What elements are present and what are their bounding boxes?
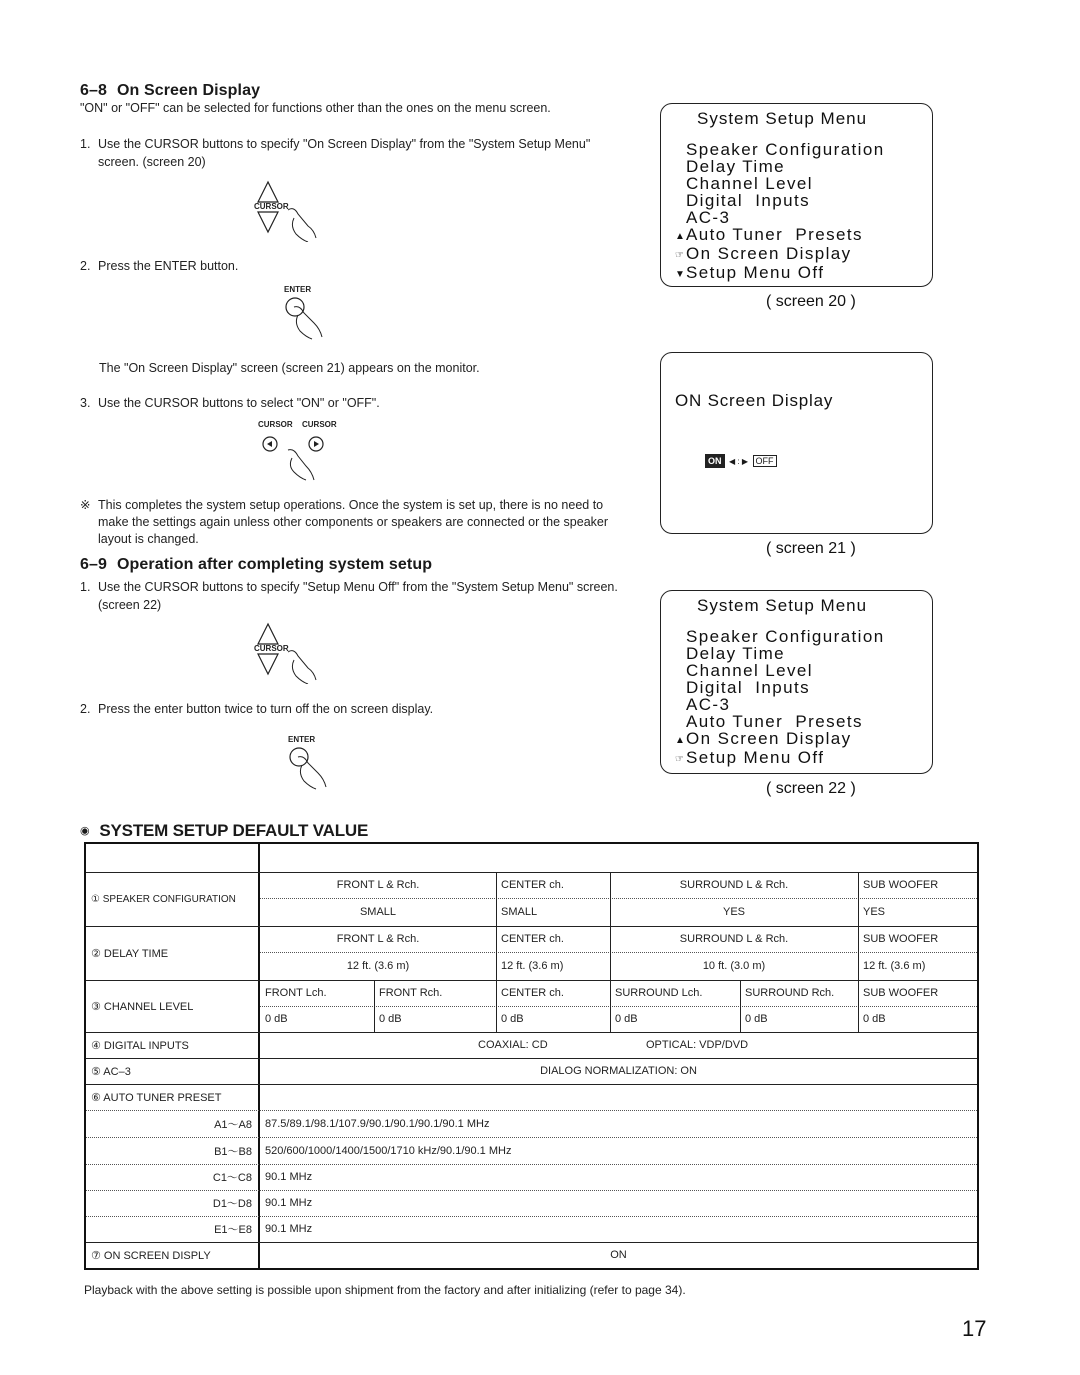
menu-item-label: Speaker Configuration (686, 627, 885, 646)
section-title: On Screen Display (117, 82, 261, 99)
header-front-l: FRONT Lch. (265, 987, 327, 999)
up-arrow-icon: ▲ (675, 735, 687, 746)
menu-item-label: Setup Menu Off (686, 748, 825, 767)
step-number: 2. (80, 259, 91, 273)
section-6-9-heading (80, 556, 432, 574)
menu-item (675, 175, 885, 192)
note-mark-icon: ※ (80, 498, 91, 512)
value-subwoofer: YES (863, 906, 886, 918)
note-text: This completes the system setup operations. Once the system is set up, there is no need to make the settings again unless other components or speakers are connected or the speaker layout is changed. (98, 498, 609, 546)
menu-item-label: Setup Menu Off (686, 263, 825, 282)
value-on-screen-display: ON (610, 1249, 627, 1261)
row-label-ac3: ⑤ AC–3 (91, 1065, 131, 1078)
menu-item-label: Auto Tuner Presets (686, 712, 863, 731)
value-center: 12 ft. (3.6 m) (501, 960, 564, 972)
menu-item (675, 679, 885, 696)
section-number: 6–8 (80, 82, 107, 99)
row-label-digital-inputs: ④ DIGITAL INPUTS (91, 1039, 189, 1052)
header-surround: SURROUND L & Rch. (679, 879, 789, 891)
menu-item-label: Digital Inputs (686, 678, 810, 697)
preset-bank-e: E1～E8 (214, 1224, 252, 1236)
step-1 (80, 135, 628, 171)
value-center: 0 dB (501, 1013, 524, 1025)
menu-item (675, 628, 885, 645)
off-option: OFF (753, 455, 777, 467)
row-label-delay-time: ② DELAY TIME (91, 947, 169, 960)
menu-list (675, 141, 885, 283)
enter-label: ENTER (288, 735, 316, 744)
left-right-arrow-icon: ◀ : ▶ (729, 457, 748, 466)
step-text: Use the CURSOR buttons to specify "Setup Menu Off" from the "System Setup Menu" screen. (screen 22) (98, 580, 618, 612)
header-center: CENTER ch. (501, 933, 564, 945)
menu-item (675, 226, 885, 245)
menu-item (675, 696, 885, 713)
screen-title: ON Screen Display (675, 391, 834, 410)
menu-item (675, 209, 885, 226)
on-off-selector (705, 454, 777, 468)
cursor-left-right-icon (258, 430, 358, 485)
defaults-title: SYSTEM SETUP DEFAULT VALUE (99, 821, 369, 840)
menu-item-label: Delay Time (686, 157, 786, 176)
cursor-label: CURSOR (254, 202, 289, 211)
value-center: SMALL (501, 906, 538, 918)
value-subwoofer: 0 dB (863, 1013, 886, 1025)
preset-bank-a: A1～A8 (214, 1118, 252, 1131)
header-front-r: FRONT Rch. (379, 987, 443, 999)
menu-item (675, 730, 885, 749)
up-arrow-icon: ▲ (675, 231, 687, 242)
menu-item-label: Channel Level (686, 661, 813, 680)
header-surround-l: SURROUND Lch. (615, 987, 703, 999)
value-subwoofer: 12 ft. (3.6 m) (863, 960, 926, 972)
section-6-8-heading (80, 82, 260, 100)
bullet-icon: ◉ (80, 825, 90, 837)
header-surround: SURROUND L & Rch. (679, 933, 789, 945)
step-number: 1. (80, 580, 91, 594)
screen-21-note: The "On Screen Display" screen (screen 21) appears on the monitor. (99, 361, 480, 375)
section-intro: "ON" or "OFF" can be selected for functions other than the ones on the menu screen. (80, 101, 551, 115)
value-surround-l: 0 dB (615, 1013, 638, 1025)
defaults-heading (80, 821, 368, 841)
step-text: Press the enter button twice to turn off the on screen display. (98, 702, 434, 716)
menu-item-label: Auto Tuner Presets (686, 225, 863, 244)
menu-item-label: Digital Inputs (686, 191, 810, 210)
step-number: 1. (80, 137, 91, 151)
value-front: 12 ft. (3.6 m) (346, 960, 410, 972)
screen-title: System Setup Menu (697, 109, 868, 128)
preset-value-b: 520/600/1000/1400/1500/1710 kHz/90.1/90.1 MHz (265, 1144, 512, 1157)
menu-item (675, 662, 885, 679)
header-surround-r: SURROUND Rch. (745, 987, 835, 999)
screen-21-caption: ( screen 21 ) (766, 540, 856, 557)
screen-title: System Setup Menu (697, 596, 868, 615)
on-option-selected: ON (705, 454, 725, 468)
header-subwoofer: SUB WOOFER (863, 933, 939, 945)
defaults-table (84, 842, 979, 1270)
menu-item (675, 141, 885, 158)
enter-press-icon (284, 295, 354, 345)
enter-button-figure (284, 285, 354, 345)
section-title: Operation after completing system setup (117, 556, 433, 573)
value-surround: YES (722, 906, 745, 918)
value-front: SMALL (359, 906, 397, 918)
value-front-r: 0 dB (379, 1013, 402, 1025)
value-dialog-normalization: DIALOG NORMALIZATION: ON (540, 1065, 697, 1077)
preset-bank-b: B1～B8 (214, 1145, 252, 1158)
value-surround-r: 0 dB (745, 1013, 768, 1025)
completion-note (80, 497, 640, 548)
step-1-setup-off (80, 578, 628, 614)
screen-20-caption: ( screen 20 ) (766, 293, 856, 310)
menu-list (675, 628, 885, 768)
preset-value-a: 87.5/89.1/98.1/107.9/90.1/90.1/90.1/90.1 MHz (265, 1117, 490, 1130)
preset-value-e: 90.1 MHz (265, 1223, 313, 1235)
header-center: CENTER ch. (501, 987, 564, 999)
row-label-auto-tuner-preset: ⑥ AUTO TUNER PRESET (91, 1091, 222, 1104)
menu-item (675, 713, 885, 730)
menu-item (675, 264, 885, 283)
step-text: Use the CURSOR buttons to select "ON" or "OFF". (98, 396, 380, 410)
value-surround: 10 ft. (3.0 m) (702, 960, 766, 972)
cursor-up-down-figure-2 (254, 622, 344, 684)
cursor-left-label: CURSOR (258, 420, 293, 429)
header-center: CENTER ch. (501, 879, 564, 891)
step-number: 3. (80, 396, 91, 410)
enter-label: ENTER (284, 285, 312, 294)
step-text: Use the CURSOR buttons to specify "On Screen Display" from the "System Setup Menu" screen. (screen 20) (98, 137, 591, 169)
row-label-on-screen-display: ⑦ ON SCREEN DISPLY (91, 1249, 211, 1262)
preset-value-c: 90.1 MHz (265, 1171, 313, 1183)
page-number: 17 (962, 1316, 987, 1341)
step-number: 2. (80, 702, 91, 716)
enter-press-icon (288, 745, 358, 795)
step-2 (80, 257, 628, 275)
menu-item (675, 158, 885, 175)
screen-20-osd (660, 103, 933, 287)
menu-item-label: Speaker Configuration (686, 140, 885, 159)
menu-item-label: AC-3 (686, 208, 731, 227)
cursor-up-down-figure (254, 180, 344, 242)
screen-22-osd (660, 590, 933, 774)
menu-item-label: On Screen Display (686, 729, 852, 748)
value-front-l: 0 dB (265, 1013, 288, 1025)
value-optical: OPTICAL: VDP/DVD (646, 1039, 749, 1051)
pointing-hand-icon: ☞ (675, 754, 686, 765)
menu-item-label: AC-3 (686, 695, 731, 714)
defaults-footnote: Playback with the above setting is possible upon shipment from the factory and after initializing (refer to page 34). (84, 1283, 686, 1297)
value-coaxial: COAXIAL: CD (478, 1039, 548, 1051)
preset-bank-d: D1～D8 (212, 1198, 252, 1210)
menu-item (675, 192, 885, 209)
cursor-up-down-icon (254, 180, 344, 242)
header-subwoofer: SUB WOOFER (863, 879, 939, 891)
preset-bank-c: C1～C8 (212, 1172, 252, 1184)
menu-item-label: Channel Level (686, 174, 813, 193)
row-label-channel-level: ③ CHANNEL LEVEL (91, 1000, 194, 1013)
header-front: FRONT L & Rch. (336, 933, 420, 945)
screen-21-osd (660, 352, 933, 534)
step-text: Press the ENTER button. (98, 259, 239, 273)
header-subwoofer: SUB WOOFER (863, 987, 939, 999)
enter-button-figure-2 (288, 735, 358, 795)
header-front: FRONT L & Rch. (336, 879, 420, 891)
cursor-up-down-icon (254, 622, 344, 684)
cursor-right-label: CURSOR (302, 420, 337, 429)
section-number: 6–9 (80, 556, 107, 573)
cursor-left-right-figure (258, 420, 358, 485)
screen-22-caption: ( screen 22 ) (766, 780, 856, 797)
menu-item-label: Delay Time (686, 644, 786, 663)
menu-item-selected (675, 245, 885, 264)
step-3 (80, 394, 628, 412)
row-label-speaker-configuration: ① SPEAKER CONFIGURATION (91, 893, 236, 905)
step-2-enter-twice (80, 700, 628, 718)
preset-value-d: 90.1 MHz (265, 1197, 313, 1209)
menu-item (675, 645, 885, 662)
menu-item-selected (675, 749, 885, 768)
pointing-hand-icon: ☞ (675, 250, 686, 261)
cursor-label: CURSOR (254, 644, 289, 653)
down-arrow-icon: ▼ (675, 269, 687, 280)
menu-item-label: On Screen Display (686, 244, 852, 263)
